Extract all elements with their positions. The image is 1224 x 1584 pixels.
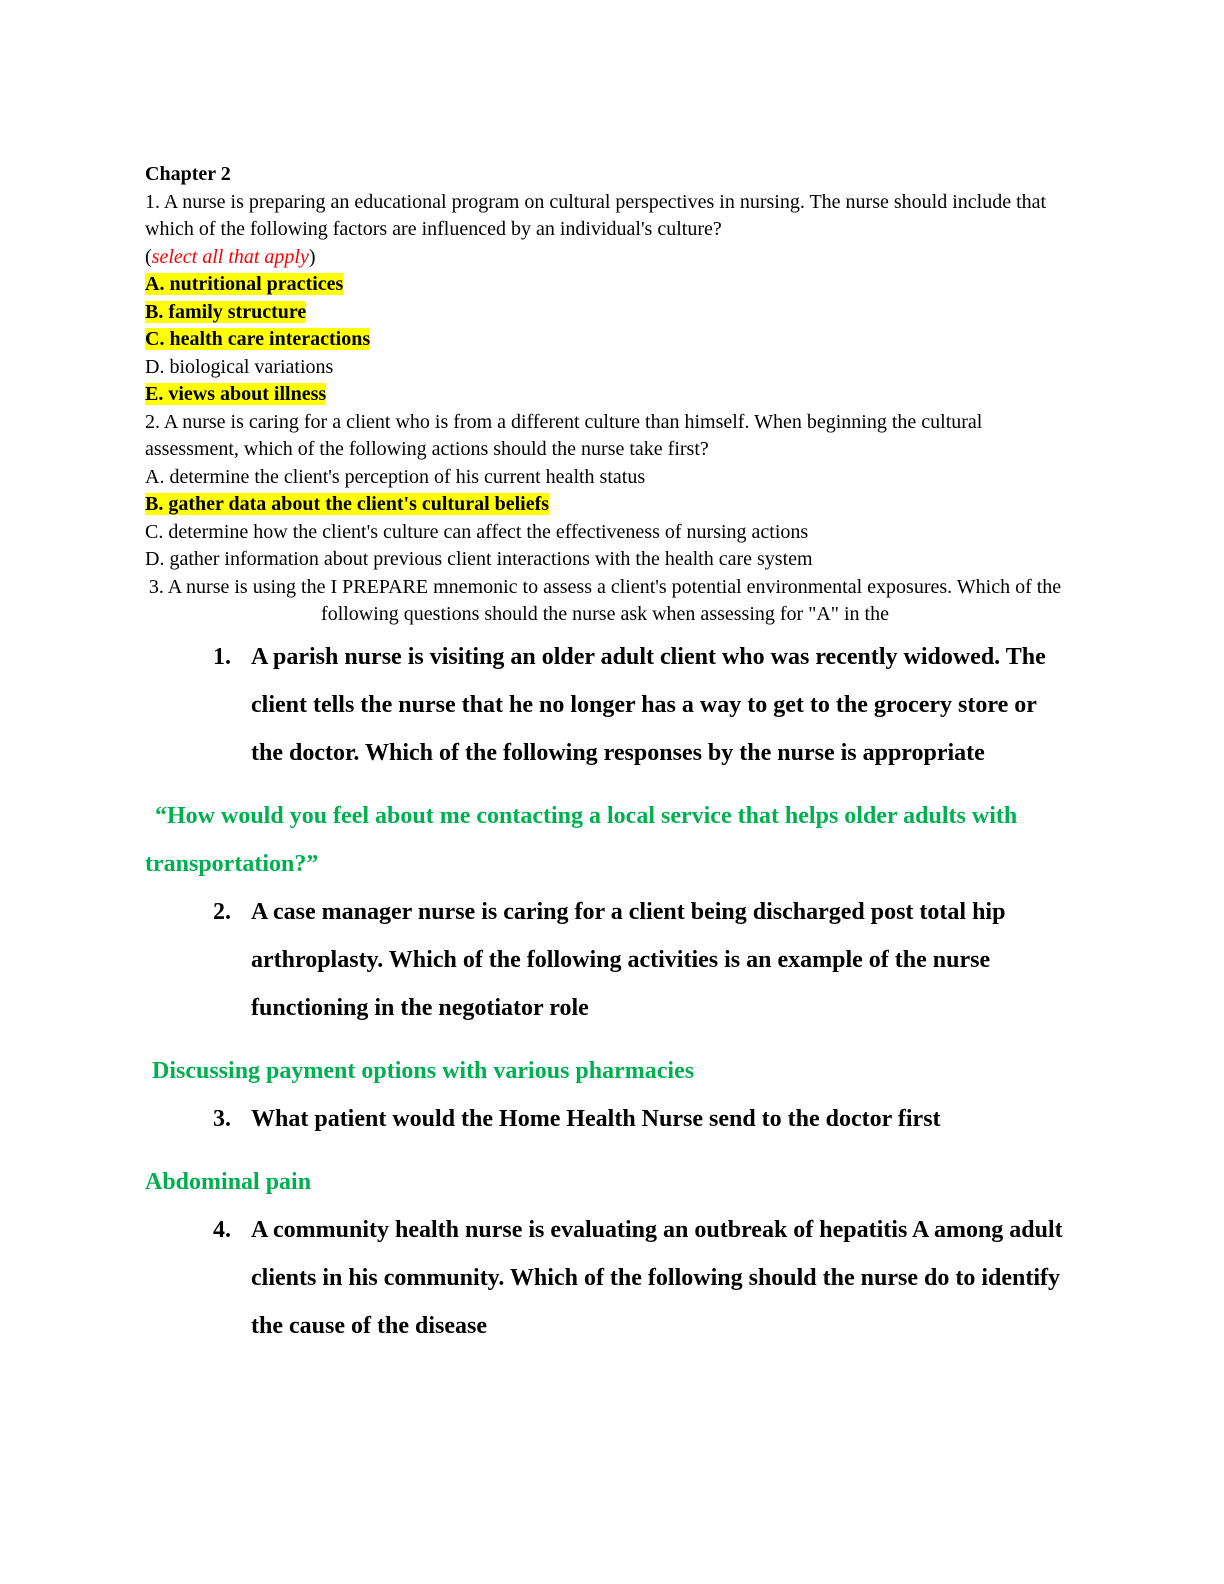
question-1-text: 1. A nurse is preparing an educational program on cultural perspectives in nursing. The nurse should include that which of the following factors are influenced by an individual's culture?	[145, 190, 1047, 240]
q2-option-d	[145, 546, 1065, 574]
question-3-text: 3. A nurse is using the I PREPARE mnemonic to assess a client's potential environmental exposures. Which of the following questions should the nurse ask when assessing for "A" in the	[148, 575, 1062, 625]
q2-option-a-text: A. determine the client's perception of his current health status	[145, 465, 646, 488]
review-answer-1: “How would you feel about me contacting a local service that helps older adults with transportation?”	[145, 802, 1018, 877]
q1-option-e-text: E. views about illness	[145, 383, 327, 405]
review-question-4-number: 4.	[213, 1216, 231, 1243]
review-question-4-text: A community health nurse is evaluating an outbreak of hepatitis A among adult clients in his community. Which of the following should the nurse do to identify the cause of the disease	[251, 1216, 1063, 1339]
review-question-2	[145, 888, 1065, 1032]
q2-option-d-text: D. gather information about previous client interactions with the health care system	[145, 548, 813, 570]
select-all-note	[145, 244, 1065, 272]
review-question-3	[145, 1095, 1065, 1143]
q1-option-d	[145, 354, 1065, 382]
note-text: select all that apply	[151, 245, 309, 268]
review-question-1-text: A parish nurse is visiting an older adult client who was recently widowed. The client tells the nurse that he no longer has a way to get to the grocery store or the doctor. Which of the following responses by the nurse is appropriate	[251, 643, 1046, 766]
q2-option-c-text: C. determine how the client's culture can affect the effectiveness of nursing actions	[145, 520, 809, 543]
note-paren-close: )	[308, 245, 316, 268]
review-question-1-number: 1.	[213, 643, 231, 670]
review-question-3-text: What patient would the Home Health Nurse send to the doctor first	[251, 1105, 941, 1132]
q1-option-c-text: C. health care interactions	[145, 328, 371, 350]
q1-option-d-text: D. biological variations	[145, 355, 334, 378]
q1-option-a	[145, 271, 1065, 299]
q1-option-b-text: B. family structure	[145, 300, 307, 323]
chapter-title: Chapter 2	[145, 163, 231, 185]
q2-option-a	[145, 464, 1065, 492]
review-questions-section	[145, 633, 1065, 1350]
q1-option-b	[145, 299, 1065, 327]
question-2-text: 2. A nurse is caring for a client who is from a different culture than himself. When beginning the cultural assessment, which of the following actions should the nurse take first?	[145, 410, 983, 460]
q2-option-b	[145, 491, 1065, 519]
q2-option-b-text: B. gather data about the client's cultural beliefs	[145, 493, 550, 515]
review-question-1	[145, 633, 1065, 777]
review-question-2-number: 2.	[213, 898, 231, 925]
q1-option-c	[145, 326, 1065, 354]
q1-option-e	[145, 381, 1065, 409]
review-question-4	[145, 1206, 1065, 1350]
q2-option-c	[145, 519, 1065, 547]
q1-option-a-text: A. nutritional practices	[145, 273, 344, 295]
review-answer-3: Abdominal pain	[145, 1168, 312, 1195]
review-answer-2: Discussing payment options with various pharmacies	[152, 1057, 695, 1084]
review-question-2-text: A case manager nurse is caring for a client being discharged post total hip arthroplasty. Which of the following activities is an example of the nurse functioning in the negotiator role	[251, 898, 1006, 1021]
chapter-2-section	[145, 161, 1065, 629]
review-question-3-number: 3.	[213, 1105, 231, 1132]
note-paren-open: (	[145, 245, 152, 268]
